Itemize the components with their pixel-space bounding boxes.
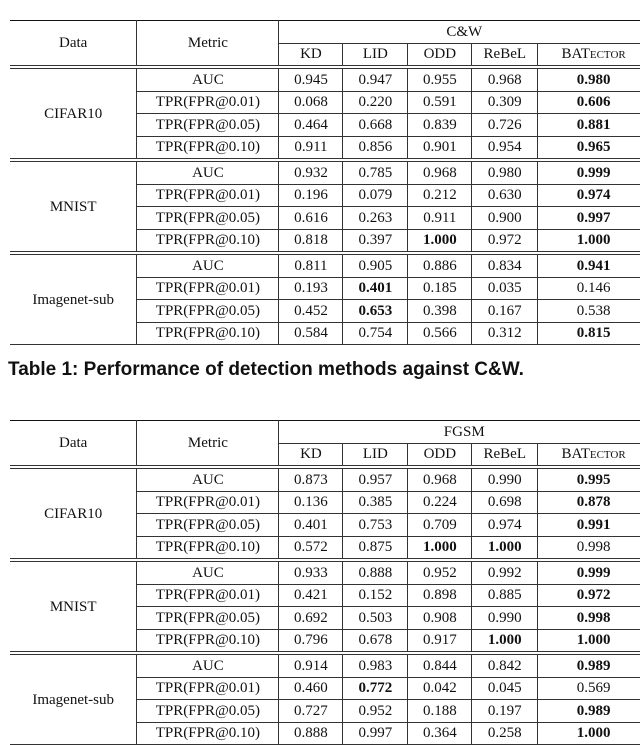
metric-cell: TPR(FPR@0.01) bbox=[137, 677, 279, 700]
value-cell: 0.898 bbox=[408, 584, 472, 607]
metric-cell: TPR(FPR@0.10) bbox=[137, 536, 279, 560]
method-header-batector: BATector bbox=[538, 443, 640, 467]
metric-cell: TPR(FPR@0.10) bbox=[137, 136, 279, 160]
metric-cell: TPR(FPR@0.05) bbox=[137, 700, 279, 723]
value-cell: 0.886 bbox=[408, 253, 472, 277]
value-cell: 1.000 bbox=[408, 536, 472, 560]
value-cell: 0.312 bbox=[472, 322, 538, 345]
value-cell: 0.364 bbox=[408, 722, 472, 745]
value-cell: 0.152 bbox=[343, 584, 408, 607]
attack-header: C&W bbox=[279, 21, 640, 44]
metric-cell: AUC bbox=[137, 67, 279, 91]
metric-cell: TPR(FPR@0.01) bbox=[137, 184, 279, 207]
value-cell: 1.000 bbox=[538, 229, 640, 253]
value-cell: 0.932 bbox=[279, 160, 343, 184]
method-header-odd: ODD bbox=[408, 43, 472, 67]
metric-header: Metric bbox=[137, 421, 279, 468]
value-cell: 0.566 bbox=[408, 322, 472, 345]
method-header-odd: ODD bbox=[408, 443, 472, 467]
value-cell: 0.878 bbox=[538, 491, 640, 514]
table-cw bbox=[10, 20, 640, 345]
table-1-caption: Table 1: Performance of detection methods against C&W. bbox=[8, 359, 524, 380]
value-cell: 0.888 bbox=[279, 722, 343, 745]
value-cell: 0.185 bbox=[408, 277, 472, 300]
method-header-kd: KD bbox=[279, 443, 343, 467]
value-cell: 0.980 bbox=[538, 67, 640, 91]
metric-cell: TPR(FPR@0.01) bbox=[137, 584, 279, 607]
dataset-cell: CIFAR10 bbox=[10, 467, 137, 560]
value-cell: 0.616 bbox=[279, 207, 343, 230]
metric-cell: AUC bbox=[137, 560, 279, 584]
metric-cell: TPR(FPR@0.10) bbox=[137, 722, 279, 745]
value-cell: 0.873 bbox=[279, 467, 343, 491]
value-cell: 0.503 bbox=[343, 607, 408, 630]
value-cell: 0.385 bbox=[343, 491, 408, 514]
value-cell: 0.754 bbox=[343, 322, 408, 345]
value-cell: 0.839 bbox=[408, 114, 472, 137]
value-cell: 0.727 bbox=[279, 700, 343, 723]
value-cell: 0.818 bbox=[279, 229, 343, 253]
method-header-lid: LID bbox=[343, 43, 408, 67]
value-cell: 0.881 bbox=[538, 114, 640, 137]
dataset-cell: MNIST bbox=[10, 560, 137, 653]
value-cell: 0.983 bbox=[343, 653, 408, 677]
value-cell: 0.974 bbox=[538, 184, 640, 207]
metric-cell: TPR(FPR@0.10) bbox=[137, 629, 279, 653]
dataset-cell: MNIST bbox=[10, 160, 137, 253]
value-cell: 0.188 bbox=[408, 700, 472, 723]
header-row bbox=[10, 21, 640, 44]
value-cell: 0.460 bbox=[279, 677, 343, 700]
metric-cell: TPR(FPR@0.05) bbox=[137, 207, 279, 230]
metric-cell: TPR(FPR@0.10) bbox=[137, 322, 279, 345]
metric-cell: TPR(FPR@0.05) bbox=[137, 607, 279, 630]
value-cell: 0.908 bbox=[408, 607, 472, 630]
value-cell: 0.258 bbox=[472, 722, 538, 745]
value-cell: 0.753 bbox=[343, 514, 408, 537]
value-cell: 0.709 bbox=[408, 514, 472, 537]
value-cell: 0.885 bbox=[472, 584, 538, 607]
value-cell: 0.999 bbox=[538, 160, 640, 184]
value-cell: 0.842 bbox=[472, 653, 538, 677]
value-cell: 0.980 bbox=[472, 160, 538, 184]
value-cell: 0.538 bbox=[538, 300, 640, 323]
value-cell: 0.042 bbox=[408, 677, 472, 700]
value-cell: 0.997 bbox=[343, 722, 408, 745]
value-cell: 0.952 bbox=[408, 560, 472, 584]
value-cell: 0.263 bbox=[343, 207, 408, 230]
table-row bbox=[10, 560, 640, 584]
value-cell: 0.972 bbox=[538, 584, 640, 607]
value-cell: 1.000 bbox=[472, 629, 538, 653]
value-cell: 0.888 bbox=[343, 560, 408, 584]
value-cell: 0.035 bbox=[472, 277, 538, 300]
value-cell: 0.990 bbox=[472, 467, 538, 491]
value-cell: 0.957 bbox=[343, 467, 408, 491]
value-cell: 0.900 bbox=[472, 207, 538, 230]
value-cell: 0.045 bbox=[472, 677, 538, 700]
value-cell: 0.947 bbox=[343, 67, 408, 91]
value-cell: 1.000 bbox=[538, 629, 640, 653]
value-cell: 0.998 bbox=[538, 607, 640, 630]
table-fgsm bbox=[10, 420, 640, 745]
value-cell: 0.972 bbox=[472, 229, 538, 253]
value-cell: 0.146 bbox=[538, 277, 640, 300]
value-cell: 0.911 bbox=[279, 136, 343, 160]
value-cell: 0.815 bbox=[538, 322, 640, 345]
data-header: Data bbox=[10, 421, 137, 468]
value-cell: 0.844 bbox=[408, 653, 472, 677]
data-header: Data bbox=[10, 21, 137, 68]
method-header-rebel: ReBeL bbox=[472, 43, 538, 67]
value-cell: 0.421 bbox=[279, 584, 343, 607]
value-cell: 1.000 bbox=[408, 229, 472, 253]
value-cell: 0.965 bbox=[538, 136, 640, 160]
value-cell: 0.941 bbox=[538, 253, 640, 277]
metric-cell: TPR(FPR@0.01) bbox=[137, 491, 279, 514]
value-cell: 0.397 bbox=[343, 229, 408, 253]
value-cell: 0.398 bbox=[408, 300, 472, 323]
metric-cell: TPR(FPR@0.05) bbox=[137, 514, 279, 537]
value-cell: 0.999 bbox=[538, 560, 640, 584]
value-cell: 0.136 bbox=[279, 491, 343, 514]
dataset-cell: Imagenet-sub bbox=[10, 653, 137, 745]
value-cell: 0.785 bbox=[343, 160, 408, 184]
value-cell: 0.945 bbox=[279, 67, 343, 91]
method-header-batector: BATector bbox=[538, 43, 640, 67]
value-cell: 0.968 bbox=[408, 467, 472, 491]
metric-cell: AUC bbox=[137, 253, 279, 277]
value-cell: 0.917 bbox=[408, 629, 472, 653]
value-cell: 0.464 bbox=[279, 114, 343, 137]
value-cell: 0.952 bbox=[343, 700, 408, 723]
value-cell: 0.653 bbox=[343, 300, 408, 323]
value-cell: 0.606 bbox=[538, 91, 640, 114]
value-cell: 0.079 bbox=[343, 184, 408, 207]
value-cell: 0.692 bbox=[279, 607, 343, 630]
value-cell: 0.796 bbox=[279, 629, 343, 653]
value-cell: 0.309 bbox=[472, 91, 538, 114]
value-cell: 0.933 bbox=[279, 560, 343, 584]
value-cell: 0.811 bbox=[279, 253, 343, 277]
value-cell: 0.401 bbox=[343, 277, 408, 300]
value-cell: 0.569 bbox=[538, 677, 640, 700]
method-header-kd: KD bbox=[279, 43, 343, 67]
value-cell: 0.678 bbox=[343, 629, 408, 653]
value-cell: 0.968 bbox=[472, 67, 538, 91]
value-cell: 0.834 bbox=[472, 253, 538, 277]
metric-cell: AUC bbox=[137, 653, 279, 677]
metric-cell: TPR(FPR@0.05) bbox=[137, 114, 279, 137]
value-cell: 0.955 bbox=[408, 67, 472, 91]
value-cell: 0.856 bbox=[343, 136, 408, 160]
value-cell: 0.989 bbox=[538, 653, 640, 677]
value-cell: 1.000 bbox=[472, 536, 538, 560]
value-cell: 0.901 bbox=[408, 136, 472, 160]
value-cell: 0.968 bbox=[408, 160, 472, 184]
value-cell: 0.584 bbox=[279, 322, 343, 345]
value-cell: 0.220 bbox=[343, 91, 408, 114]
value-cell: 0.990 bbox=[472, 607, 538, 630]
metric-cell: TPR(FPR@0.05) bbox=[137, 300, 279, 323]
value-cell: 0.668 bbox=[343, 114, 408, 137]
value-cell: 0.974 bbox=[472, 514, 538, 537]
table-row bbox=[10, 67, 640, 91]
metric-header: Metric bbox=[137, 21, 279, 68]
value-cell: 0.068 bbox=[279, 91, 343, 114]
value-cell: 0.772 bbox=[343, 677, 408, 700]
value-cell: 0.630 bbox=[472, 184, 538, 207]
value-cell: 0.911 bbox=[408, 207, 472, 230]
value-cell: 0.452 bbox=[279, 300, 343, 323]
value-cell: 0.995 bbox=[538, 467, 640, 491]
dataset-cell: Imagenet-sub bbox=[10, 253, 137, 345]
value-cell: 0.698 bbox=[472, 491, 538, 514]
table-row bbox=[10, 253, 640, 277]
table-row bbox=[10, 653, 640, 677]
value-cell: 0.224 bbox=[408, 491, 472, 514]
value-cell: 0.726 bbox=[472, 114, 538, 137]
table-row bbox=[10, 160, 640, 184]
value-cell: 0.992 bbox=[472, 560, 538, 584]
value-cell: 0.591 bbox=[408, 91, 472, 114]
dataset-cell: CIFAR10 bbox=[10, 67, 137, 160]
value-cell: 0.196 bbox=[279, 184, 343, 207]
method-header-lid: LID bbox=[343, 443, 408, 467]
metric-cell: AUC bbox=[137, 160, 279, 184]
metric-cell: TPR(FPR@0.01) bbox=[137, 277, 279, 300]
value-cell: 0.905 bbox=[343, 253, 408, 277]
metric-cell: AUC bbox=[137, 467, 279, 491]
header-row bbox=[10, 421, 640, 444]
value-cell: 0.193 bbox=[279, 277, 343, 300]
metric-cell: TPR(FPR@0.01) bbox=[137, 91, 279, 114]
value-cell: 0.914 bbox=[279, 653, 343, 677]
value-cell: 0.401 bbox=[279, 514, 343, 537]
value-cell: 0.991 bbox=[538, 514, 640, 537]
value-cell: 0.998 bbox=[538, 536, 640, 560]
value-cell: 0.572 bbox=[279, 536, 343, 560]
method-header-rebel: ReBeL bbox=[472, 443, 538, 467]
metric-cell: TPR(FPR@0.10) bbox=[137, 229, 279, 253]
value-cell: 0.212 bbox=[408, 184, 472, 207]
value-cell: 0.875 bbox=[343, 536, 408, 560]
value-cell: 0.197 bbox=[472, 700, 538, 723]
value-cell: 0.989 bbox=[538, 700, 640, 723]
attack-header: FGSM bbox=[279, 421, 640, 444]
value-cell: 0.167 bbox=[472, 300, 538, 323]
value-cell: 0.954 bbox=[472, 136, 538, 160]
table-row bbox=[10, 467, 640, 491]
value-cell: 1.000 bbox=[538, 722, 640, 745]
value-cell: 0.997 bbox=[538, 207, 640, 230]
